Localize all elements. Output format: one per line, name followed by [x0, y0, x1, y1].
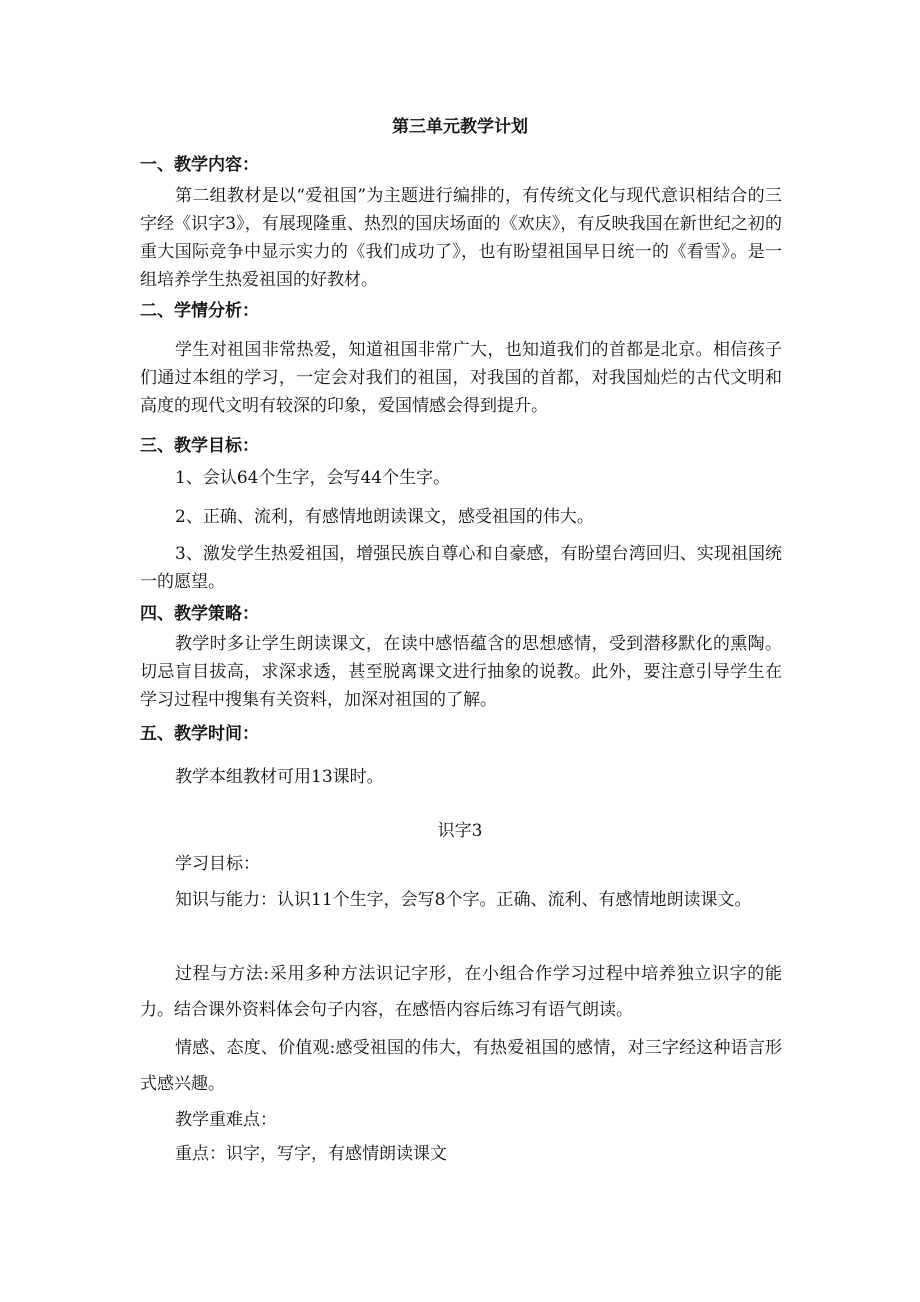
- goal-item: 2、正确、流利，有感情地朗读课文，感受祖国的伟大。: [175, 507, 594, 527]
- section-heading-analysis: 二、学情分析：: [140, 301, 259, 321]
- objective-emotion: 情感、态度、价值观:感受祖国的伟大，有热爱祖国的感情，对三字经这种语言形式感兴趣。: [140, 1038, 782, 1094]
- section-body-strategy: 教学时多让学生朗读课文，在读中感悟蕴含的思想感情，受到潜移默化的熏陶。切忌盲目拔高，求深求透，甚至脱离课文进行抽象的说教。此外，要注意引导学生在学习过程中搜集有关资料，加深对祖国的了解。: [140, 634, 782, 710]
- goal-item: 1、会认64个生字，会写44个生字。: [175, 468, 451, 488]
- section-heading-goals: 三、教学目标：: [140, 436, 259, 456]
- document-title: 第三单元教学计划: [392, 117, 528, 137]
- focus-text: 重点：识字，写字，有感情朗读课文: [175, 1144, 447, 1164]
- section-heading-strategy: 四、教学策略：: [140, 604, 259, 624]
- objective-knowledge: 知识与能力：认识11个生字，会写8个字。正确、流利、有感情地朗读课文。: [175, 890, 752, 910]
- section-body-content: 第二组教材是以“爱祖国”为主题进行编排的，有传统文化与现代意识相结合的三字经《识字3》，有展现隆重、热烈的国庆场面的《欢庆》，有反映我国在新世纪之初的重大国际竞争中显示实力的《我们成功了》，也有盼望祖国早日统一的《看雪》。是一组培养学生热爱祖国的好教材。: [140, 186, 782, 290]
- goal-item: 3、激发学生热爱祖国，增强民族自尊心和自豪感，有盼望台湾回归、实现祖国统一的愿望。: [140, 544, 782, 592]
- section-heading-content: 一、教学内容：: [140, 155, 259, 175]
- keypoints-label: 教学重难点：: [175, 1110, 277, 1130]
- objectives-label: 学习目标：: [175, 854, 260, 874]
- section-heading-time: 五、教学时间：: [140, 724, 259, 744]
- lesson-title: 识字3: [437, 821, 483, 841]
- section-body-analysis: 学生对祖国非常热爱，知道祖国非常广大，也知道我们的首都是北京。相信孩子们通过本组的学习，一定会对我们的祖国，对我国的首都，对我国灿烂的古代文明和高度的现代文明有较深的印象，爱国情感会得到提升。: [140, 340, 782, 416]
- section-body-time: 教学本组教材可用13课时。: [175, 767, 384, 787]
- objective-process: 过程与方法:采用多种方法识记字形，在小组合作学习过程中培养独立识字的能力。结合课外资料体会句子内容，在感悟内容后练习有语气朗读。: [140, 964, 782, 1020]
